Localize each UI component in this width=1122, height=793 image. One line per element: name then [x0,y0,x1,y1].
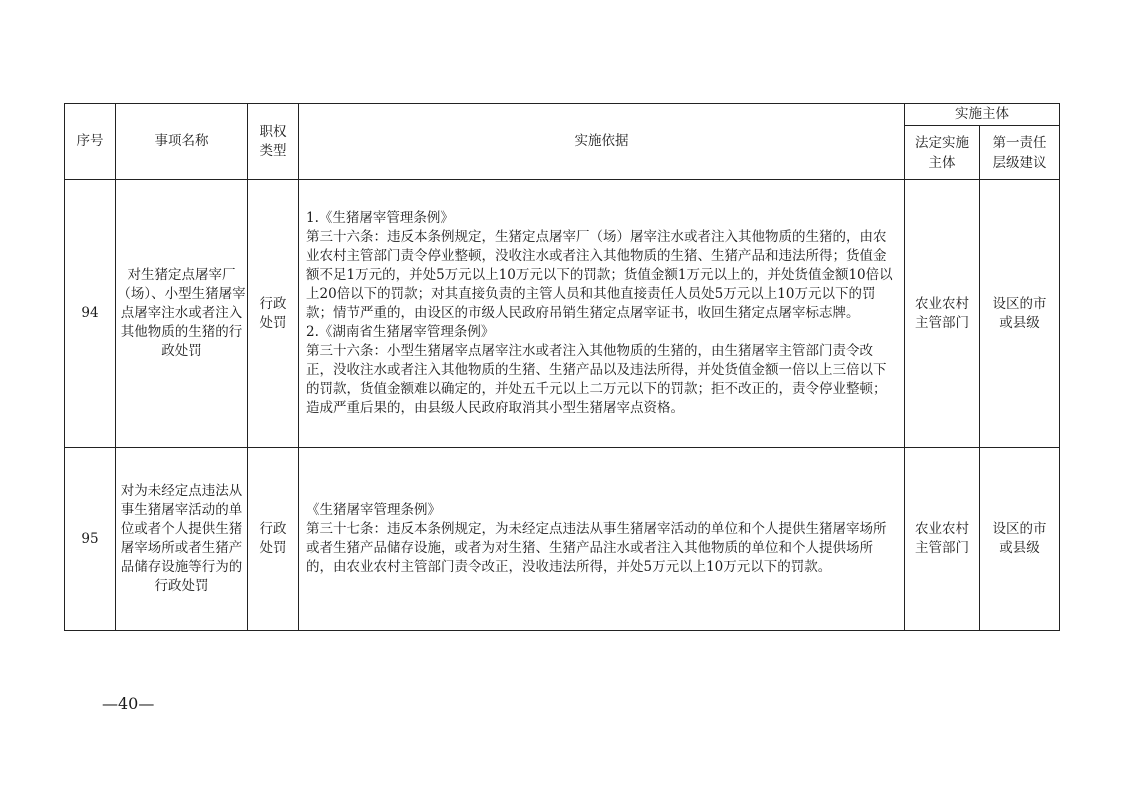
basis-line: 《生猪屠宰管理条例》 [306,502,441,518]
table-header-row [65,104,1060,126]
row-first-resp: 设区的市或县级 [980,180,1060,448]
table-row [65,180,1060,448]
basis-line: 第三十六条：违反本条例规定，生猪定点屠宰厂（场）屠宰注水或者注入其他物质的生猪的，由农业农村主管部门责令停业整顿，没收注水或者注入其他物质的生猪、生猪产品和违法所得；货值金额不足1万元的，并处5万元以上10万元以下的罚款；货值金额1万元以上的，并处货值金额10倍以上20倍以下的罚款；对其直接负责的主管人员和其他直接责任人员处5万元以上10万元以下的罚款；情节严重的，由设区的市级人民政府吊销生猪定点屠宰证书，收回生猪定点屠宰标志牌。 [306,229,893,321]
header-name: 事项名称 [116,104,248,180]
header-basis: 实施依据 [299,104,905,180]
header-subject: 实施主体 [905,104,1060,126]
row-type: 行政处罚 [248,448,299,631]
header-type: 职权类型 [248,104,299,180]
row-seq: 94 [65,180,116,448]
row-legal-subject: 农业农村主管部门 [905,180,980,448]
page-number: —40— [102,694,155,713]
header-first-resp: 第一责任层级建议 [980,126,1060,180]
row-legal-subject: 农业农村主管部门 [905,448,980,631]
row-name: 对为未经定点违法从事生猪屠宰活动的单位或者个人提供生猪屠宰场所或者生猪产品储存设施等行为的行政处罚 [116,448,248,631]
row-type: 行政处罚 [248,180,299,448]
row-basis [299,180,905,448]
header-legal-subject: 法定实施主体 [905,126,980,180]
basis-line: 1.《生猪屠宰管理条例》 [306,210,454,226]
basis-line: 第三十七条：违反本条例规定，为未经定点违法从事生猪屠宰活动的单位和个人提供生猪屠宰场所或者生猪产品储存设施，或者为对生猪、生猪产品注水或者注入其他物质的单位和个人提供场所的，由农业农村主管部门责令改正，没收违法所得，并处5万元以上10万元以下的罚款。 [306,521,887,575]
row-seq: 95 [65,448,116,631]
row-name: 对生猪定点屠宰厂（场）、小型生猪屠宰点屠宰注水或者注入其他物质的生猪的行政处罚 [116,180,248,448]
basis-line: 第三十六条：小型生猪屠宰点屠宰注水或者注入其他物质的生猪的，由生猪屠宰主管部门责令改正，没收注水或者注入其他物质的生猪、生猪产品以及违法所得，并处货值金额一倍以上三倍以下的罚款，货值金额难以确定的，并处五千元以上二万元以下的罚款；拒不改正的，责令停业整顿；造成严重后果的，由县级人民政府取消其小型生猪屠宰点资格。 [306,343,887,416]
row-first-resp: 设区的市或县级 [980,448,1060,631]
table-row [65,448,1060,631]
basis-line: 2.《湖南省生猪屠宰管理条例》 [306,324,495,340]
duties-table [64,103,1060,631]
header-seq: 序号 [65,104,116,180]
row-basis [299,448,905,631]
